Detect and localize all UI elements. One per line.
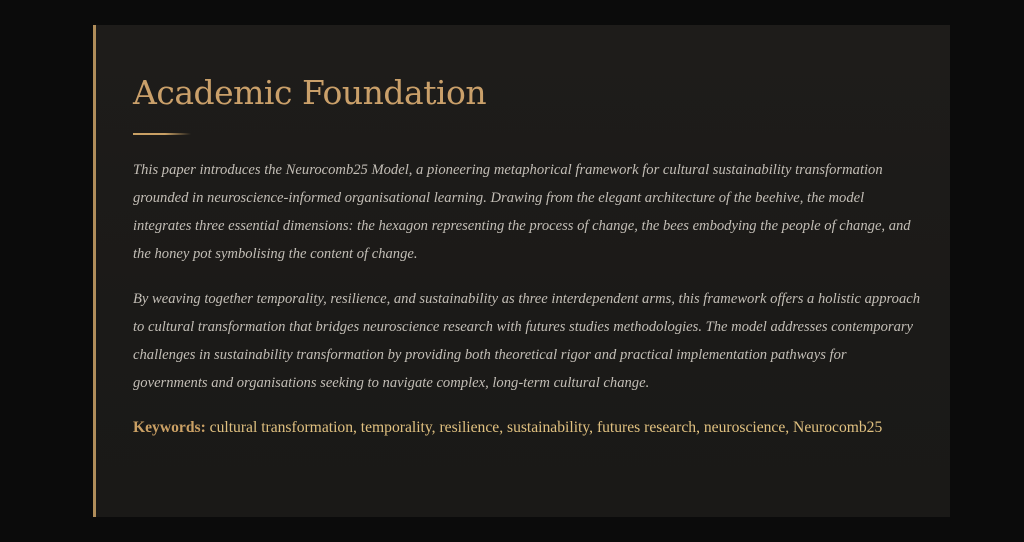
- abstract-paragraph-2: By weaving together temporality, resilience, and sustainability as three interdependent arms, this framework offers a holistic approach to cultural transformation that bridges neuroscience research with futures studies methodologies. The model addresses contemporary challenges in sustainability transformation by providing both theoretical rigor and practical implementation pathways for governments and organisations seeking to navigate complex, long-term cultural change.: [133, 291, 921, 391]
- abstract-paragraph-1: This paper introduces the Neurocomb25 Model, a pioneering metaphorical framework for cultural sustainability transformation grounded in neuroscience-informed organisational learning. Drawing from the elegant architecture of the beehive, the model integrates three essential dimensions: the hexagon representing the process of change, the bees embodying the people of change, and the honey pot symbolising the content of change.: [133, 162, 911, 262]
- keywords-label: Keywords:: [133, 419, 206, 436]
- abstract-content: [133, 72, 923, 443]
- section-title: Academic Foundation: [133, 73, 487, 112]
- title-divider: [133, 133, 191, 135]
- abstract-card: [93, 25, 950, 517]
- keywords-text: cultural transformation, temporality, resilience, sustainability, futures research, neuroscience, Neurocomb25: [205, 419, 883, 436]
- keywords-line: [133, 413, 923, 443]
